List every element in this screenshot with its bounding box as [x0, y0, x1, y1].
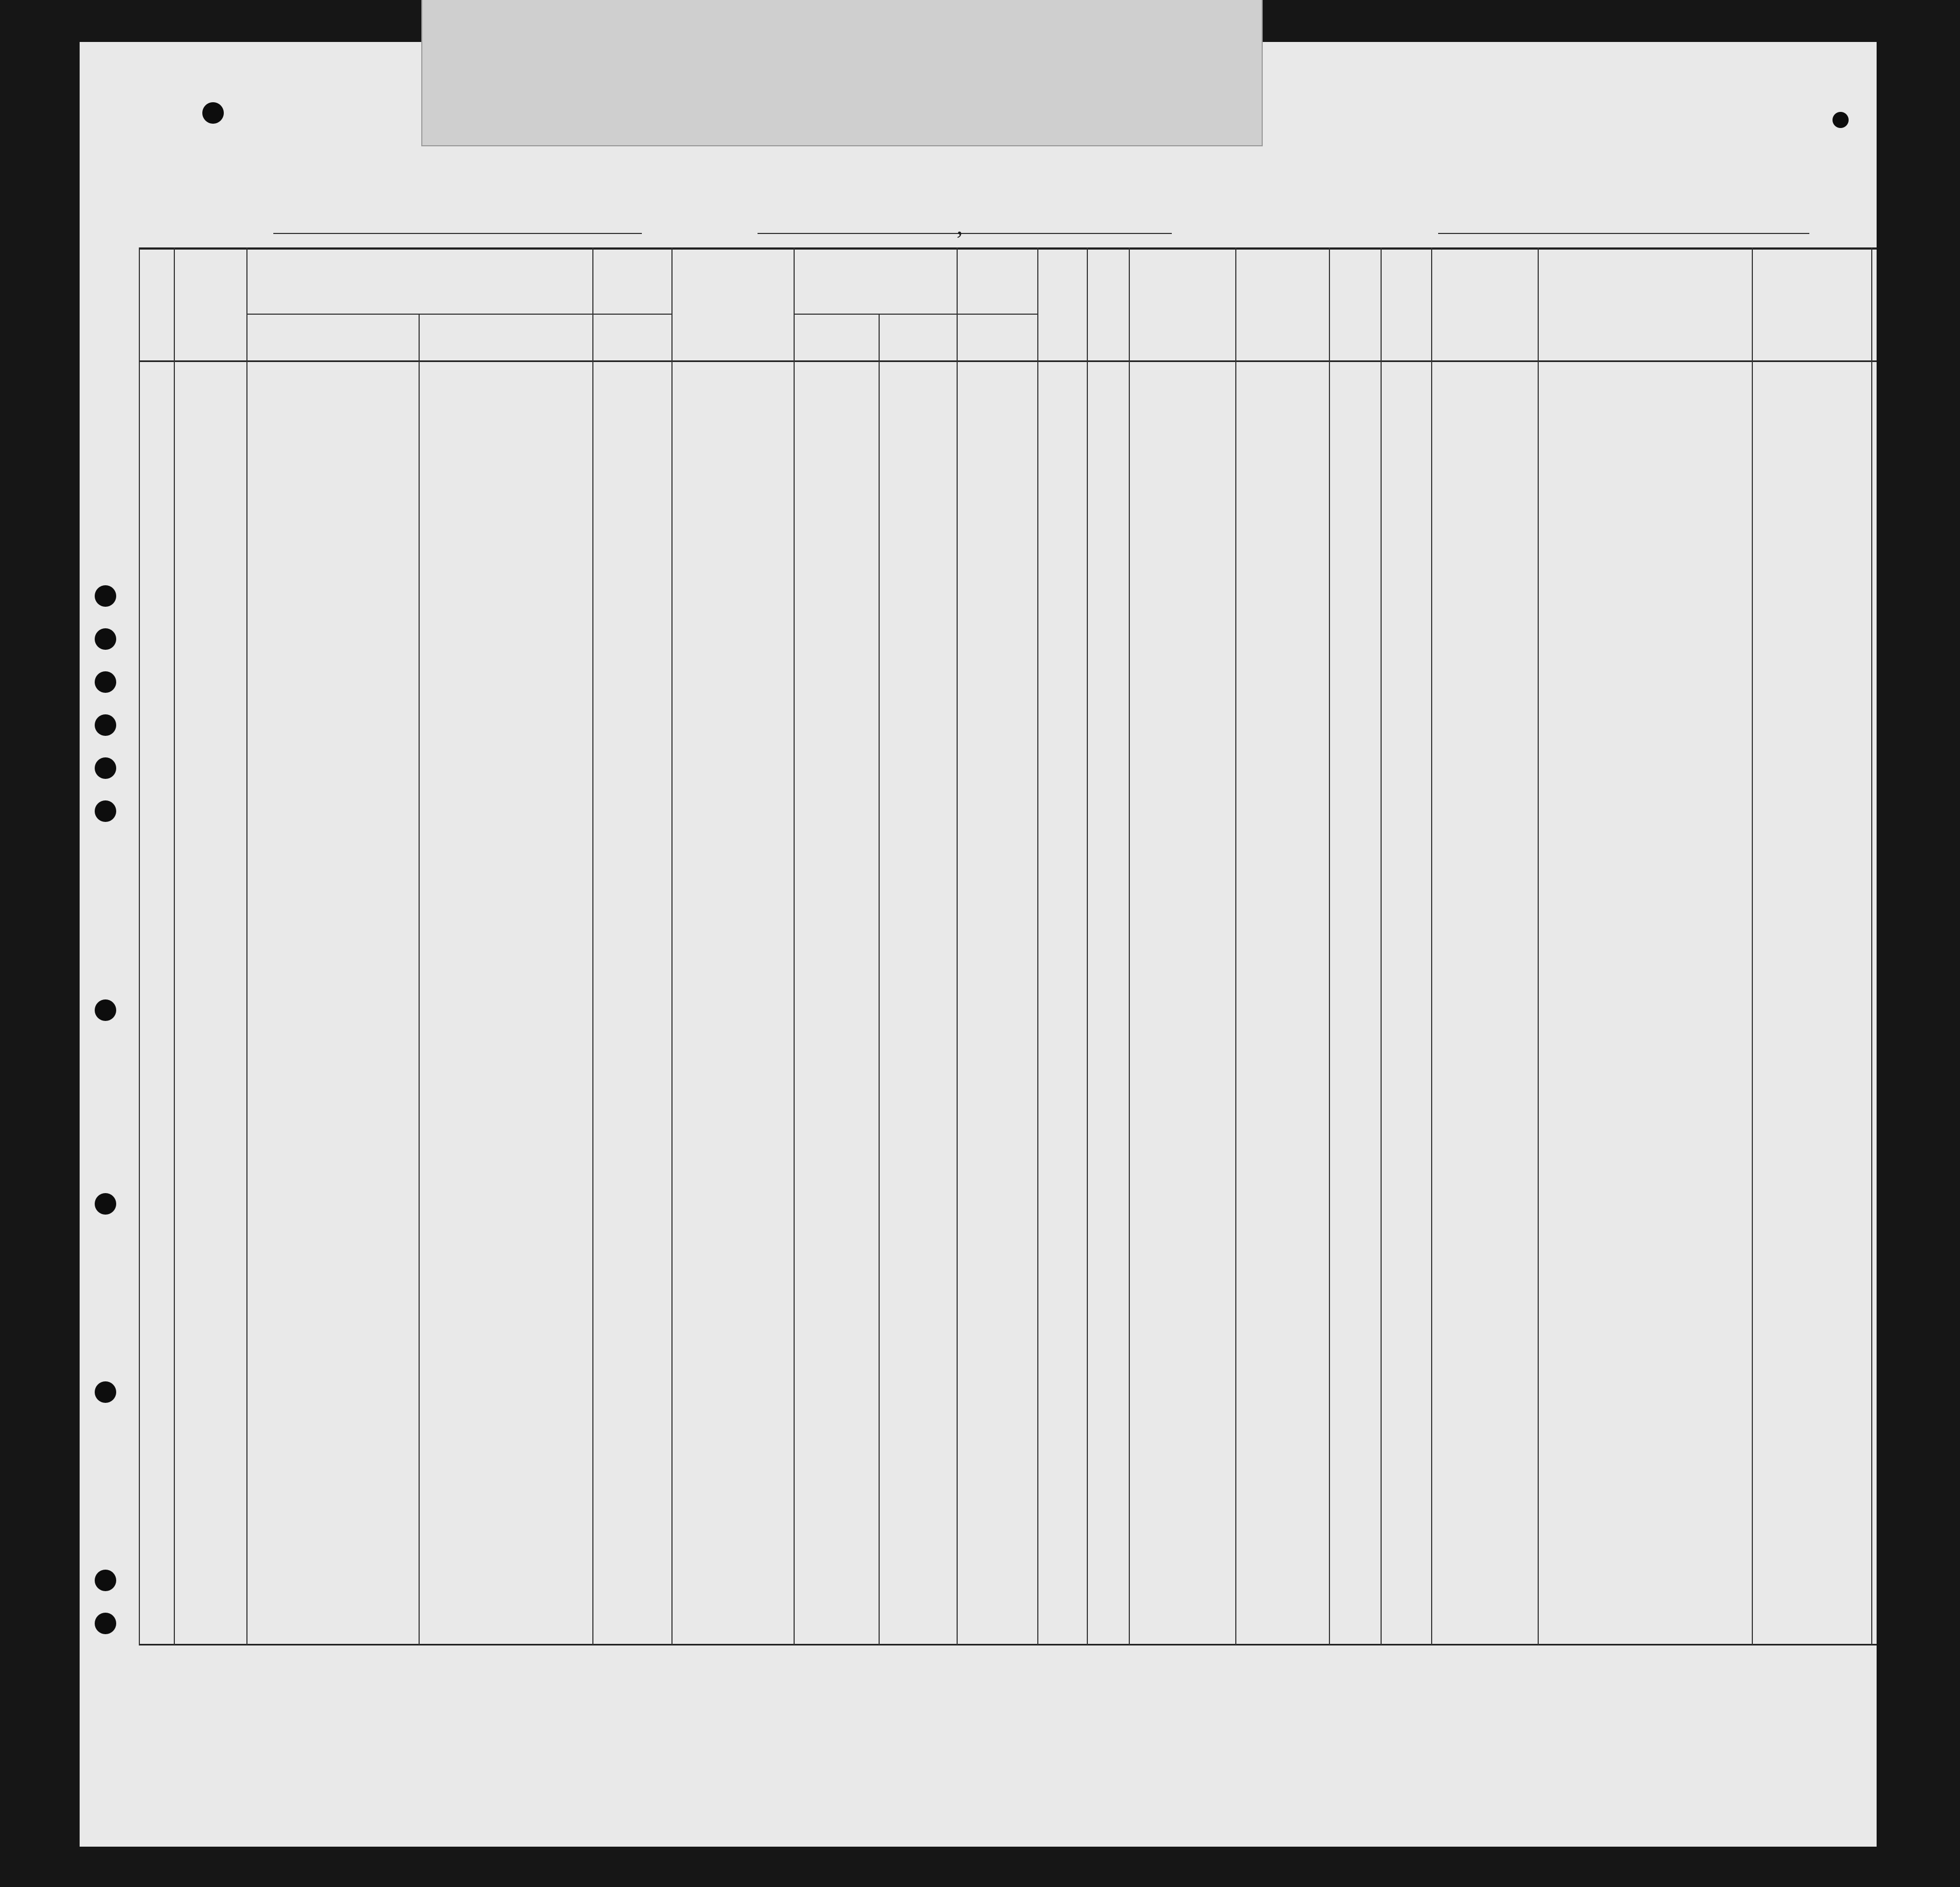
col-rule: [1129, 247, 1130, 1645]
col-rule: [139, 247, 140, 1645]
punch-hole: [95, 585, 116, 607]
col-rule: [419, 314, 420, 1645]
punch-hole: [95, 800, 116, 822]
punch-hole: [95, 1613, 116, 1634]
punch-hole: [95, 1193, 116, 1215]
col-rule: [1752, 247, 1753, 1645]
name-subheader-rule: [246, 314, 671, 315]
col-rule: [1235, 247, 1236, 1645]
punch-hole: [1832, 112, 1849, 128]
col-rule: [957, 247, 958, 1645]
port-underline: [1438, 233, 1809, 234]
table-bottom-rule: [139, 1644, 1877, 1645]
col-rule: [879, 314, 880, 1645]
table-top-rule: [139, 247, 1877, 250]
col-rule: [1431, 247, 1432, 1645]
col-rule: [592, 247, 593, 1645]
col-rule: [1087, 247, 1088, 1645]
document-page: [80, 42, 1877, 1847]
punch-hole: [95, 714, 116, 736]
punch-hole: [95, 999, 116, 1021]
punch-hole: [202, 102, 224, 124]
punch-hole: [95, 1570, 116, 1591]
vessel-underline: [273, 233, 642, 234]
shipped-subheader-rule: [794, 314, 1037, 315]
col-rule: [1871, 247, 1872, 1645]
col-rule: [1329, 247, 1330, 1645]
punch-hole: [95, 757, 116, 779]
punch-hole: [95, 671, 116, 693]
arriving-underline: [758, 233, 1172, 234]
col-rule: [794, 247, 795, 1645]
col-rule: [174, 247, 175, 1645]
col-rule: [246, 247, 247, 1645]
header-bottom-rule: [139, 360, 1877, 362]
col-rule: [1381, 247, 1382, 1645]
folded-paper-strip: [421, 0, 1263, 146]
col-rule: [671, 247, 673, 1645]
punch-hole: [95, 1381, 116, 1403]
punch-hole: [95, 628, 116, 650]
col-rule: [1037, 247, 1038, 1645]
col-rule: [1538, 247, 1539, 1645]
comma: ,: [957, 212, 963, 239]
